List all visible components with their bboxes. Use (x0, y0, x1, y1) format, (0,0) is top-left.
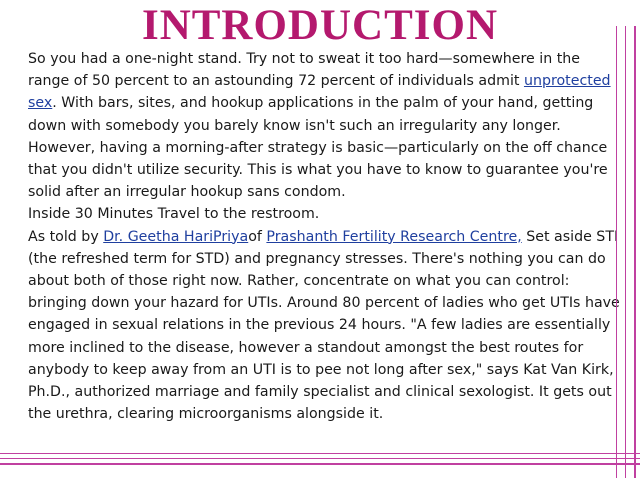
advice-of-text: of (248, 228, 267, 245)
right-border-decoration (616, 26, 636, 478)
paragraph-intro (28, 48, 624, 203)
advice-text: Set aside STI (the refreshed term for STD) and pregnancy stresses. There's nothing you can do about both of those right now. Rather, concentrate on what you can control: bringing down your hazard for UTIs. Around 80 percent of ladies who get UTIs have engaged in sexual relations in the previous 24 hours. "A few ladies are essentially more inclined to the disease, however a standout amongst the best routes for anybody to keep away from an UTI is to pee not long after sex," says Kat Van Kirk, Ph.D., authorized marriage and family specialist and clinical sexologist. It gets out the urethra, clearing microorganisms alongside it. (28, 228, 620, 423)
fertility-centre-link[interactable]: Prashanth Fertility Research Centre, (266, 228, 522, 245)
bottom-border-decoration (0, 453, 640, 465)
intro-text-end: . With bars, sites, and hookup applications in the palm of your hand, getting down with somebody you barely know isn't such an irregularity any longer. However, having a morning-after strategy is basic—particularly on the off chance that you didn't utilize security. This is what you have to know to guarantee you're solid after an irregular hookup sans condom. (28, 95, 608, 201)
slide-title: INTRODUCTION (141, 2, 499, 49)
doctor-link[interactable]: Dr. Geetha HariPriya (103, 228, 249, 245)
intro-text-start: So you had a one-night stand. Try not to sweat it too hard—somewhere in the range of 50 percent to an astounding 72 percent of individuals admit (28, 51, 581, 90)
paragraph-advice (28, 226, 624, 426)
body-text (28, 48, 624, 425)
unprotected-sex-link[interactable]: unprotected sex (28, 73, 611, 112)
paragraph-restroom: Inside 30 Minutes Travel to the restroom. (28, 206, 320, 223)
advice-prefix: As told by (28, 228, 104, 245)
